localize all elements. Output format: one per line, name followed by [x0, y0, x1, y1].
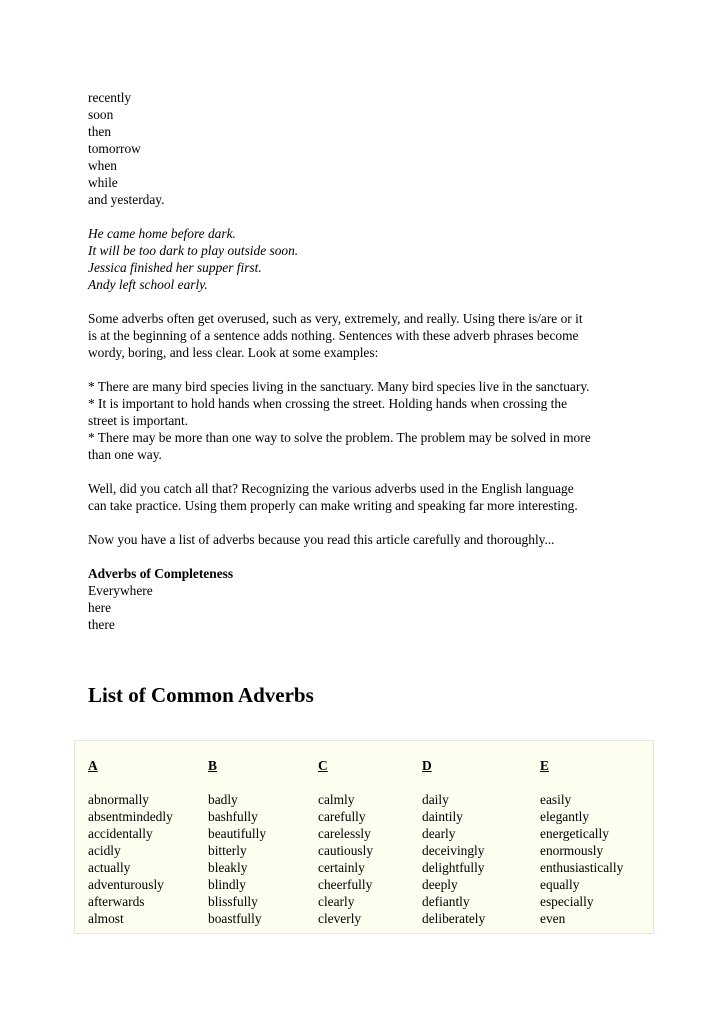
table-cell: clearly	[318, 894, 355, 909]
table-cell: bitterly	[208, 843, 247, 858]
table-cell: deliberately	[422, 911, 486, 926]
list-heading: List of Common Adverbs	[88, 683, 314, 707]
table-cell: especially	[540, 894, 594, 909]
column-header: E	[540, 758, 549, 773]
list-item: then	[88, 124, 112, 139]
paragraph-line: can take practice. Using them properly can make writing and speaking far more interesting.	[88, 498, 578, 513]
example-sentence: It will be too dark to play outside soon.	[88, 243, 299, 258]
table-cell: badly	[208, 792, 238, 807]
table-column-b	[208, 757, 266, 927]
table-cell: abnormally	[88, 792, 149, 807]
bullet-line: street is important.	[88, 413, 189, 428]
column-header: D	[422, 758, 432, 773]
list-item: Everywhere	[88, 583, 153, 598]
list-item: tomorrow	[88, 141, 141, 156]
bullet-line: * There are many bird species living in the sanctuary. Many bird species live in the sanctuary.	[88, 379, 590, 394]
table-cell: delightfully	[422, 860, 485, 875]
paragraph-line: Some adverbs often get overused, such as very, extremely, and really. Using there is/are or it	[88, 311, 583, 326]
table-column-d	[422, 757, 485, 927]
paragraph-line: Now you have a list of adverbs because you read this article carefully and thoroughly...	[88, 532, 555, 547]
table-cell: deceivingly	[422, 843, 485, 858]
list-item: and yesterday.	[88, 192, 165, 207]
example-sentence: Andy left school early.	[88, 277, 208, 292]
table-cell: beautifully	[208, 826, 267, 841]
list-item: there	[88, 617, 115, 632]
table-cell: bashfully	[208, 809, 258, 824]
paragraph-line: wordy, boring, and less clear. Look at some examples:	[88, 345, 379, 360]
list-item: while	[88, 175, 118, 190]
table-cell: daintily	[422, 809, 463, 824]
table-cell: equally	[540, 877, 580, 892]
column-header: A	[88, 758, 98, 773]
list-item: recently	[88, 90, 132, 105]
table-cell: cleverly	[318, 911, 362, 926]
catch-paragraph	[88, 480, 668, 514]
table-cell: enormously	[540, 843, 604, 858]
bullet-examples	[88, 378, 668, 463]
table-cell: even	[540, 911, 566, 926]
column-header: B	[208, 758, 217, 773]
table-column-e	[540, 757, 623, 927]
table-cell: boastfully	[208, 911, 262, 926]
list-item: soon	[88, 107, 114, 122]
table-column-a	[88, 757, 173, 927]
table-cell: acidly	[88, 843, 121, 858]
adverb-table	[74, 740, 654, 934]
table-cell: blindly	[208, 877, 246, 892]
table-cell: enthusiastically	[540, 860, 624, 875]
overuse-paragraph	[88, 310, 668, 361]
list-item: when	[88, 158, 118, 173]
bullet-line: than one way.	[88, 447, 162, 462]
paragraph-line: is at the beginning of a sentence adds nothing. Sentences with these adverb phrases become	[88, 328, 579, 343]
table-cell: actually	[88, 860, 131, 875]
table-cell: adventurously	[88, 877, 164, 892]
table-cell: blissfully	[208, 894, 258, 909]
table-cell: daily	[422, 792, 449, 807]
table-cell: cautiously	[318, 843, 374, 858]
table-cell: carelessly	[318, 826, 371, 841]
table-cell: bleakly	[208, 860, 248, 875]
table-cell: calmly	[318, 792, 355, 807]
document-body	[88, 89, 668, 633]
table-cell: almost	[88, 911, 124, 926]
table-column-c	[318, 757, 373, 927]
table-cell: dearly	[422, 826, 456, 841]
column-header: C	[318, 758, 328, 773]
paragraph-line: Well, did you catch all that? Recognizing the various adverbs used in the English language	[88, 481, 574, 496]
table-cell: accidentally	[88, 826, 153, 841]
completeness-heading: Adverbs of Completeness	[88, 566, 234, 581]
bullet-line: * It is important to hold hands when crossing the street. Holding hands when crossing the	[88, 396, 568, 411]
table-cell: defiantly	[422, 894, 470, 909]
example-sentences	[88, 225, 668, 293]
list-paragraph	[88, 531, 668, 548]
table-cell: energetically	[540, 826, 609, 841]
table-cell: cheerfully	[318, 877, 373, 892]
table-cell: elegantly	[540, 809, 590, 824]
bullet-line: * There may be more than one way to solve the problem. The problem may be solved in more	[88, 430, 591, 445]
table-cell: afterwards	[88, 894, 145, 909]
example-sentence: He came home before dark.	[88, 226, 236, 241]
table-cell: certainly	[318, 860, 365, 875]
table-cell: absentmindedly	[88, 809, 173, 824]
list-item: here	[88, 600, 112, 615]
time-adverb-list	[88, 89, 668, 208]
table-cell: deeply	[422, 877, 458, 892]
example-sentence: Jessica finished her supper first.	[88, 260, 262, 275]
table-cell: carefully	[318, 809, 366, 824]
completeness-section	[88, 565, 668, 633]
table-cell: easily	[540, 792, 572, 807]
